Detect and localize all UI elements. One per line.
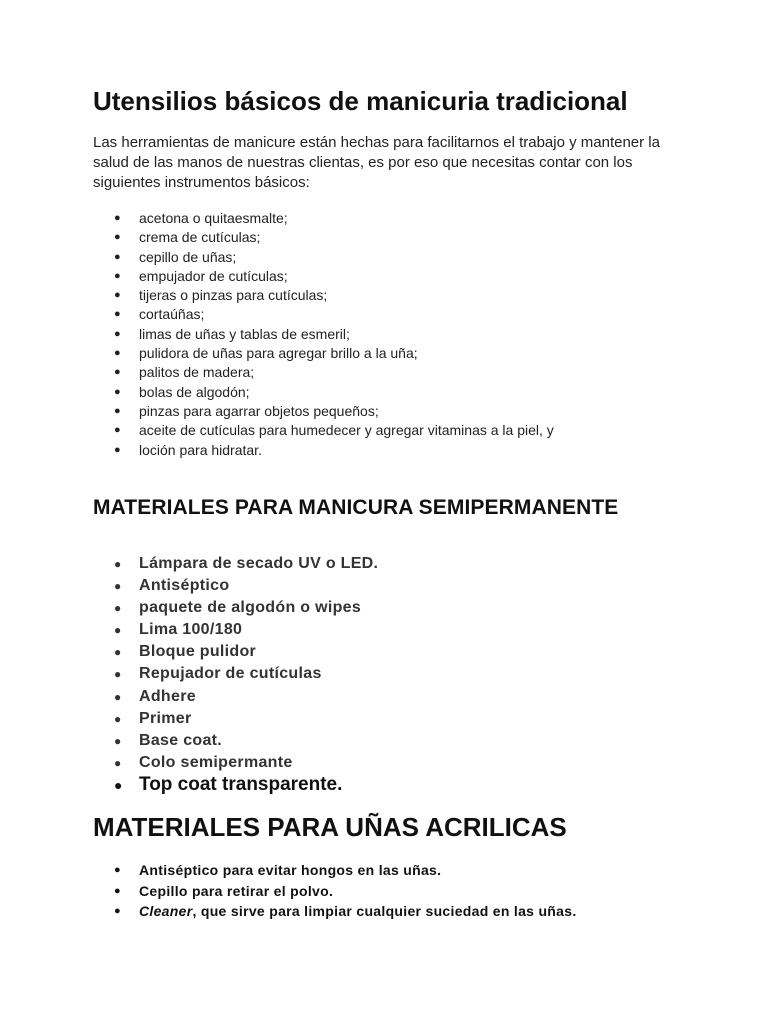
- list-item: ● loción para hidratar.: [93, 441, 708, 460]
- list-item: ● Repujador de cutículas: [93, 663, 708, 685]
- list-item-text: Antiséptico para evitar hongos en las uñas.: [139, 862, 442, 878]
- list-item: ● paquete de algodón o wipes: [93, 597, 708, 619]
- list-item: ● cepillo de uñas;: [93, 248, 708, 267]
- list-item: ● Antiséptico: [93, 575, 708, 597]
- list-item: ● bolas de algodón;: [93, 383, 708, 402]
- list-item: ● crema de cutículas;: [93, 228, 708, 247]
- list-item-text: , que sirve para limpiar cualquier suciedad en las uñas.: [192, 903, 577, 919]
- list-item: ● acetona o quitaesmalte;: [93, 209, 708, 228]
- list-item-emphasis: Cleaner: [139, 903, 193, 919]
- heading-unas-acrilicas: MATERIALES PARA UÑAS ACRILICAS: [93, 812, 567, 842]
- list-item: ● Colo semipermante: [93, 752, 708, 774]
- list-item: ● aceite de cutículas para humedecer y agregar vitaminas a la piel, y: [93, 421, 708, 440]
- heading-semipermanente: MATERIALES PARA MANICURA SEMIPERMANENTE: [93, 496, 619, 519]
- list-item: ● palitos de madera;: [93, 363, 708, 382]
- list-item: ● empujador de cutículas;: [93, 267, 708, 286]
- intro-paragraph: Las herramientas de manicure están hechas para facilitarnos el trabajo y mantener la salud de las manos de nuestras clientas, es por eso que necesitas contar con los siguientes instrumentos básicos:: [93, 134, 660, 191]
- acrylic-materials-list: [93, 860, 708, 922]
- list-item: ● Adhere: [93, 686, 708, 708]
- list-item: ● Lámpara de secado UV o LED.: [93, 553, 708, 575]
- list-item: [93, 881, 708, 902]
- list-item: [93, 860, 708, 881]
- list-item: ● limas de uñas y tablas de esmeril;: [93, 325, 708, 344]
- semipermanent-materials-list: [93, 553, 708, 796]
- list-item: ● tijeras o pinzas para cutículas;: [93, 286, 708, 305]
- list-item-text: Cepillo para retirar el polvo.: [139, 882, 334, 899]
- list-item: [93, 901, 708, 922]
- list-item: ● Base coat.: [93, 730, 708, 752]
- basic-tools-list: [93, 209, 708, 460]
- heading-utensilios-basicos: Utensilios básicos de manicuria tradicional: [93, 86, 628, 116]
- list-item: ● pinzas para agarrar objetos pequeños;: [93, 402, 708, 421]
- list-item: ● Lima 100/180: [93, 619, 708, 641]
- list-item: ● Bloque pulidor: [93, 641, 708, 663]
- list-item: ● Primer: [93, 708, 708, 730]
- list-item: ● pulidora de uñas para agregar brillo a la uña;: [93, 344, 708, 363]
- list-item: ● cortaúñas;: [93, 305, 708, 324]
- list-item: ● Top coat transparente.: [93, 774, 708, 796]
